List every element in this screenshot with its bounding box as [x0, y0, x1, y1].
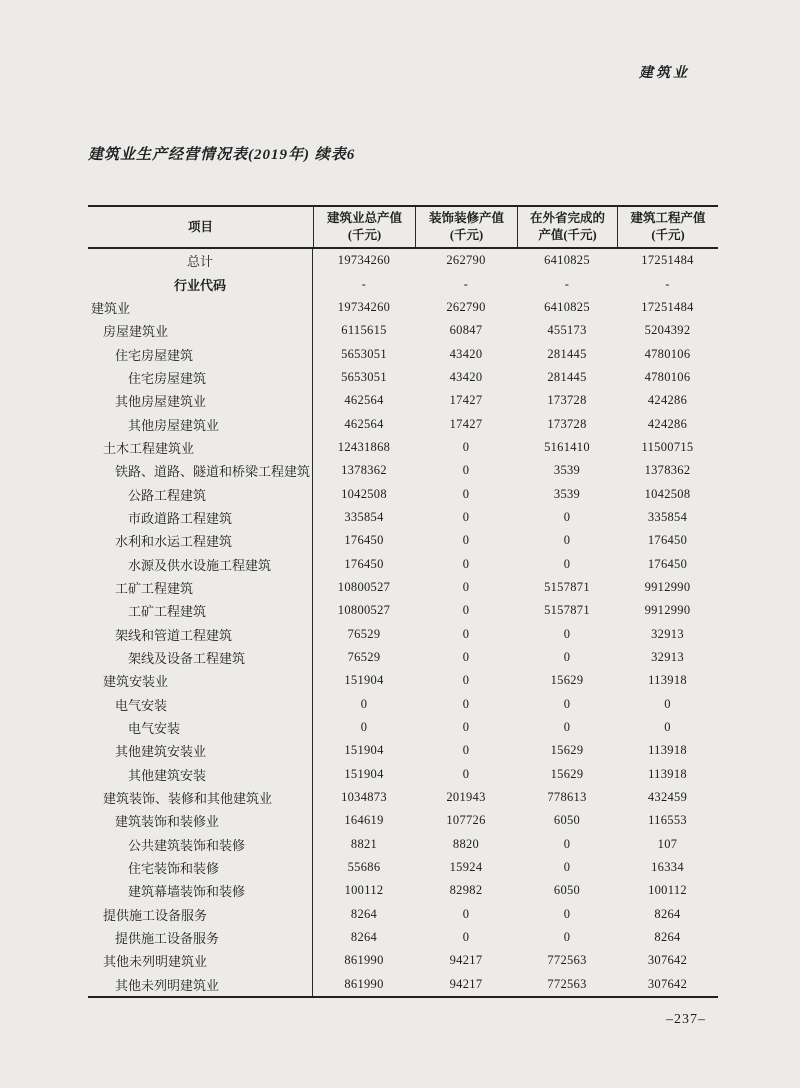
row-value: 1034873 — [341, 790, 387, 805]
row-value: 3539 — [553, 463, 581, 478]
row-value: 0 — [563, 930, 571, 945]
row-value: 10800527 — [337, 603, 391, 618]
table-row — [88, 366, 718, 389]
row-value: 17251484 — [641, 253, 694, 268]
row-value: 16334 — [651, 860, 684, 875]
row-value: 94217 — [449, 976, 483, 991]
table-row — [88, 506, 718, 529]
table-row — [88, 389, 718, 412]
column-header-1: 建筑业总产值 (千元) — [313, 207, 415, 247]
column-header-2: 装饰装修产值 (千元) — [415, 207, 517, 247]
row-label: 提供施工设备服务 — [88, 926, 313, 949]
table-row — [88, 646, 718, 669]
row-value: 12431868 — [337, 439, 391, 454]
row-value: 11500715 — [641, 439, 694, 454]
row-value: 8821 — [350, 836, 378, 851]
row-value: 19734260 — [337, 299, 391, 314]
row-value: 15629 — [550, 766, 584, 781]
row-value: 424286 — [647, 416, 688, 431]
row-value: 4780106 — [644, 369, 691, 384]
row-value: 262790 — [446, 253, 486, 268]
row-value: - — [361, 276, 367, 291]
row-value: 0 — [462, 509, 470, 524]
row-label: 公共建筑装饰和装修 — [88, 833, 313, 856]
table-row — [88, 903, 718, 926]
row-value: 0 — [360, 720, 368, 735]
row-label: 架线及设备工程建筑 — [88, 646, 313, 669]
row-value: 772563 — [547, 953, 587, 968]
row-value: 262790 — [446, 299, 486, 314]
table-row — [88, 623, 718, 646]
row-value: - — [463, 276, 469, 291]
row-value: 19734260 — [337, 253, 391, 268]
row-value: 107726 — [446, 813, 486, 828]
row-label: 建筑业 — [88, 296, 313, 319]
row-value: 10800527 — [337, 579, 391, 594]
table-row — [88, 576, 718, 599]
row-value: 4780106 — [644, 346, 691, 361]
row-value: 1378362 — [341, 463, 387, 478]
row-value: 8264 — [654, 906, 681, 921]
row-value: - — [564, 276, 570, 291]
row-value: 43420 — [449, 369, 483, 384]
row-value: 1042508 — [341, 486, 387, 501]
table-row — [88, 949, 718, 972]
row-value: 0 — [360, 696, 368, 711]
row-value: 5653051 — [341, 346, 387, 361]
row-value: 151904 — [344, 743, 384, 758]
table-row — [88, 599, 718, 622]
corner-section-label: 建筑业 — [639, 66, 690, 81]
row-value: 0 — [462, 720, 470, 735]
row-value: 0 — [563, 509, 571, 524]
row-value: 8820 — [452, 836, 480, 851]
row-label: 住宅装饰和装修 — [88, 856, 313, 879]
row-value: 17427 — [449, 393, 483, 408]
row-value: 0 — [462, 603, 470, 618]
row-value: 94217 — [449, 953, 483, 968]
row-value: 173728 — [547, 416, 587, 431]
row-value: 1042508 — [644, 486, 691, 501]
row-value: 0 — [462, 650, 470, 665]
row-label: 建筑装饰和装修业 — [88, 809, 313, 832]
page-number: –237– — [666, 1012, 706, 1027]
row-value: 176450 — [647, 556, 688, 571]
row-label: 架线和管道工程建筑 — [88, 623, 313, 646]
row-value: 8264 — [350, 906, 378, 921]
row-value: 113918 — [648, 673, 687, 688]
row-value: 151904 — [344, 766, 384, 781]
row-value: 100112 — [648, 883, 687, 898]
row-label: 工矿工程建筑 — [88, 599, 313, 622]
row-label: 住宅房屋建筑 — [88, 366, 313, 389]
row-value: 455173 — [547, 323, 587, 338]
row-value: 0 — [462, 439, 470, 454]
row-label: 市政道路工程建筑 — [88, 506, 313, 529]
row-value: 0 — [563, 556, 571, 571]
row-value: 424286 — [647, 393, 688, 408]
row-value: 15629 — [550, 673, 584, 688]
table-row — [88, 786, 718, 809]
table-row — [88, 833, 718, 856]
row-value: 0 — [462, 743, 470, 758]
row-value: 0 — [462, 673, 470, 688]
row-value: 281445 — [547, 346, 587, 361]
row-value: 113918 — [648, 743, 687, 758]
column-header-0: 项目 — [187, 219, 213, 234]
table-row — [88, 436, 718, 459]
row-value: 0 — [664, 720, 671, 735]
column-header-3: 在外省完成的 产值(千元) — [517, 207, 617, 247]
row-label: 土木工程建筑业 — [88, 436, 313, 459]
row-label: 公路工程建筑 — [88, 482, 313, 505]
row-value: 6410825 — [544, 299, 590, 314]
table-row — [88, 763, 718, 786]
row-value: 335854 — [344, 509, 384, 524]
row-value: 861990 — [344, 976, 384, 991]
statistics-table — [88, 205, 718, 998]
row-value: 0 — [563, 696, 571, 711]
row-label: 工矿工程建筑 — [88, 576, 313, 599]
row-value: 0 — [563, 626, 571, 641]
row-value: 307642 — [647, 976, 688, 991]
row-value: 164619 — [344, 813, 384, 828]
row-value: 281445 — [547, 369, 587, 384]
row-value: 335854 — [647, 509, 688, 524]
row-value: 5161410 — [544, 439, 590, 454]
row-value: 9912990 — [644, 579, 691, 594]
row-label: 其他建筑安装业 — [88, 739, 313, 762]
row-value: 43420 — [449, 346, 483, 361]
row-label: 铁路、道路、隧道和桥梁工程建筑 — [88, 459, 313, 482]
table-row — [88, 249, 718, 272]
table-row — [88, 552, 718, 575]
row-label: 提供施工设备服务 — [88, 903, 313, 926]
table-row — [88, 856, 718, 879]
row-value: 0 — [563, 836, 571, 851]
row-value: 17427 — [449, 416, 483, 431]
row-value: 176450 — [344, 556, 384, 571]
table-row — [88, 669, 718, 692]
row-value: 6115615 — [341, 323, 387, 338]
row-value: 432459 — [647, 790, 688, 805]
row-value: 0 — [462, 766, 470, 781]
row-value: 17251484 — [641, 299, 694, 314]
row-value: 173728 — [547, 393, 587, 408]
row-value: 5653051 — [341, 369, 387, 384]
row-value: 82982 — [449, 883, 483, 898]
row-value: 0 — [462, 486, 470, 501]
row-value: 176450 — [344, 533, 384, 548]
row-value: 5157871 — [544, 579, 590, 594]
row-value: 55686 — [347, 860, 381, 875]
row-label: 房屋建筑业 — [88, 319, 313, 342]
row-value: 32913 — [651, 626, 684, 641]
row-value: 76529 — [347, 650, 381, 665]
row-value: 0 — [462, 579, 470, 594]
row-value: 0 — [462, 463, 470, 478]
row-value: 0 — [462, 930, 470, 945]
table-row — [88, 809, 718, 832]
row-value: 772563 — [547, 976, 587, 991]
row-value: - — [665, 276, 670, 291]
row-value: 151904 — [344, 673, 384, 688]
table-row — [88, 529, 718, 552]
row-value: 0 — [462, 906, 470, 921]
row-value: 0 — [462, 626, 470, 641]
row-value: 15629 — [550, 743, 584, 758]
row-value: 5157871 — [544, 603, 590, 618]
row-value: 0 — [462, 556, 470, 571]
row-value: 107 — [657, 836, 678, 851]
row-value: 462564 — [344, 416, 384, 431]
table-row — [88, 459, 718, 482]
row-value: 15924 — [449, 860, 483, 875]
row-label: 水利和水运工程建筑 — [88, 529, 313, 552]
column-header-4: 建筑工程产值 (千元) — [617, 207, 718, 247]
row-value: 60847 — [449, 323, 483, 338]
row-value: 0 — [664, 696, 671, 711]
row-label: 其他建筑安装 — [88, 763, 313, 786]
table-row — [88, 879, 718, 902]
row-value: 32913 — [651, 650, 684, 665]
row-label: 电气安装 — [88, 716, 313, 739]
row-label: 总计 — [88, 249, 313, 272]
row-value: 462564 — [344, 393, 384, 408]
row-label: 建筑安装业 — [88, 669, 313, 692]
row-value: 176450 — [647, 533, 688, 548]
table-row — [88, 973, 718, 996]
row-value: 6050 — [553, 813, 581, 828]
row-value: 5204392 — [644, 323, 691, 338]
row-label: 电气安装 — [88, 693, 313, 716]
table-row — [88, 296, 718, 319]
table-row — [88, 716, 718, 739]
table-body — [88, 249, 718, 996]
row-label: 水源及供水设施工程建筑 — [88, 552, 313, 575]
table-row — [88, 926, 718, 949]
table-row — [88, 319, 718, 342]
page-title: 建筑业生产经营情况表(2019年) 续表6 — [88, 147, 356, 163]
row-value: 8264 — [654, 930, 681, 945]
table-row — [88, 693, 718, 716]
row-value: 1378362 — [644, 463, 691, 478]
row-value: 778613 — [547, 790, 587, 805]
row-value: 76529 — [347, 626, 381, 641]
row-value: 0 — [462, 696, 470, 711]
row-label: 住宅房屋建筑 — [88, 342, 313, 365]
table-row — [88, 412, 718, 435]
row-value: 9912990 — [644, 603, 691, 618]
row-value: 0 — [563, 650, 571, 665]
table-row — [88, 482, 718, 505]
row-label: 其他未列明建筑业 — [88, 949, 313, 972]
row-value: 6050 — [553, 883, 581, 898]
row-value: 0 — [563, 720, 571, 735]
row-label: 其他房屋建筑业 — [88, 412, 313, 435]
row-value: 113918 — [648, 766, 687, 781]
row-value: 3539 — [553, 486, 581, 501]
row-value: 0 — [462, 533, 470, 548]
row-value: 307642 — [647, 953, 688, 968]
row-value: 116553 — [648, 813, 687, 828]
table-header-row — [88, 207, 718, 249]
row-value: 861990 — [344, 953, 384, 968]
row-value: 0 — [563, 533, 571, 548]
row-label: 其他房屋建筑业 — [88, 389, 313, 412]
table-row — [88, 272, 718, 295]
row-label: 建筑幕墙装饰和装修 — [88, 879, 313, 902]
row-value: 201943 — [446, 790, 486, 805]
row-value: 6410825 — [544, 253, 590, 268]
row-label: 其他未列明建筑业 — [88, 973, 313, 996]
row-label: 建筑装饰、装修和其他建筑业 — [88, 786, 313, 809]
row-value: 100112 — [344, 883, 384, 898]
row-value: 0 — [563, 906, 571, 921]
table-row — [88, 342, 718, 365]
row-value: 0 — [563, 860, 571, 875]
row-label: 行业代码 — [88, 272, 313, 295]
row-value: 8264 — [350, 930, 378, 945]
table-row — [88, 739, 718, 762]
